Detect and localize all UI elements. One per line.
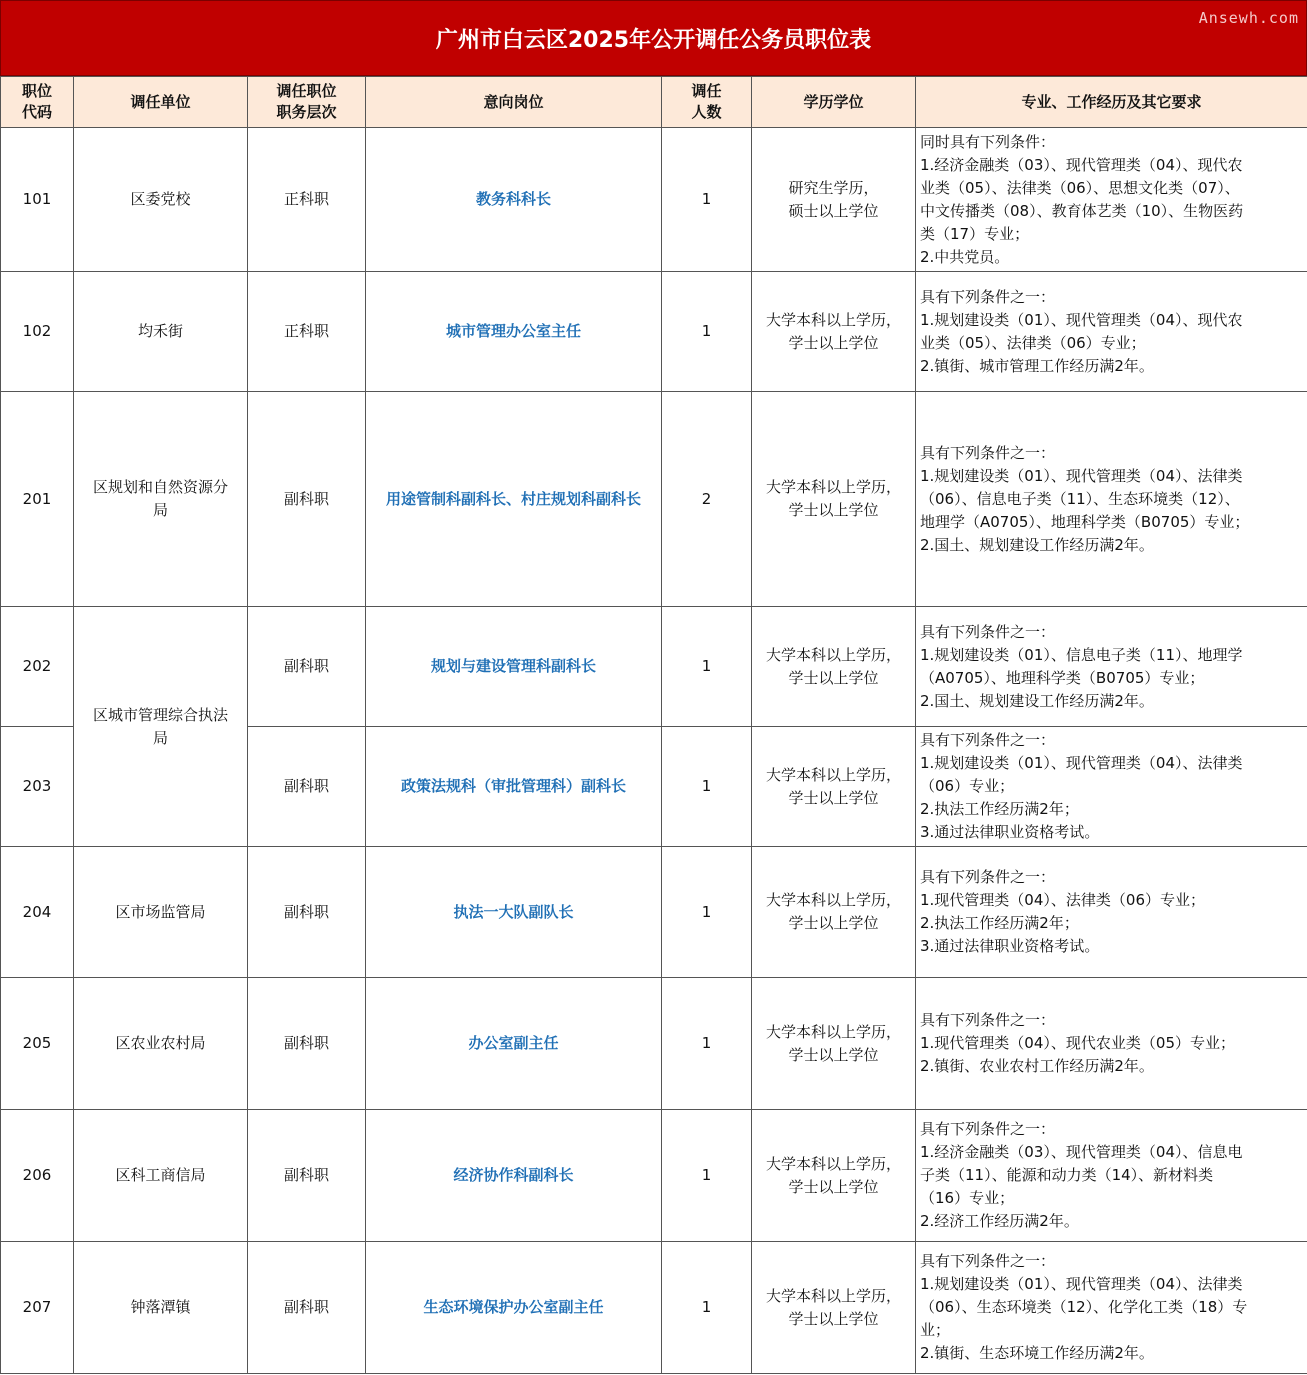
cell-count: 1 [662,272,752,392]
cell-unit: 区城市管理综合执法 局 [74,607,248,847]
cell-count: 1 [662,847,752,978]
cell-position: 执法一大队副队长 [366,847,662,978]
table-row [1,847,1307,978]
table-title-bar [0,0,1307,76]
cell-code: 203 [1,727,74,847]
table-row [1,1110,1307,1242]
cell-unit: 区农业农村局 [74,978,248,1110]
cell-position: 教务科科长 [366,128,662,272]
cell-position: 城市管理办公室主任 [366,272,662,392]
cell-unit: 区规划和自然资源分 局 [74,392,248,607]
header-level: 调任职位 职务层次 [248,77,366,128]
cell-position: 政策法规科（审批管理科）副科长 [366,727,662,847]
cell-count: 1 [662,607,752,727]
cell-level: 副科职 [248,847,366,978]
cell-education: 大学本科以上学历， 学士以上学位 [752,1110,916,1242]
table-row [1,607,1307,727]
cell-count: 1 [662,1110,752,1242]
header-unit: 调任单位 [74,77,248,128]
cell-level: 副科职 [248,1242,366,1374]
cell-code: 202 [1,607,74,727]
cell-requirements: 具有下列条件之一： 1.规划建设类（01）、信息电子类（11）、地理学 （A0705）、地理科学类（B0705）专业； 2.国土、规划建设工作经历满2年。 [916,607,1307,727]
cell-education: 大学本科以上学历， 学士以上学位 [752,978,916,1110]
cell-code: 206 [1,1110,74,1242]
cell-requirements: 具有下列条件之一： 1.规划建设类（01）、现代管理类（04）、法律类 （06）、信息电子类（11）、生态环境类（12）、 地理学（A0705）、地理科学类（B0705）专业； 2.国土、规划建设工作经历满2年。 [916,392,1307,607]
cell-education: 大学本科以上学历， 学士以上学位 [752,272,916,392]
cell-requirements: 具有下列条件之一： 1.经济金融类（03）、现代管理类（04）、信息电 子类（11）、能源和动力类（14）、新材料类 （16）专业； 2.经济工作经历满2年。 [916,1110,1307,1242]
cell-level: 正科职 [248,128,366,272]
cell-requirements: 具有下列条件之一： 1.规划建设类（01）、现代管理类（04）、法律类 （06）专业； 2.执法工作经历满2年； 3.通过法律职业资格考试。 [916,727,1307,847]
cell-level: 副科职 [248,607,366,727]
cell-requirements: 同时具有下列条件： 1.经济金融类（03）、现代管理类（04）、现代农 业类（05）、法律类（06）、思想文化类（07）、 中文传播类（08）、教育体艺类（10）、生物医药 类（17）专业； 2.中共党员。 [916,128,1307,272]
header-count: 调任 人数 [662,77,752,128]
header-education: 学历学位 [752,77,916,128]
cell-position: 经济协作科副科长 [366,1110,662,1242]
cell-requirements: 具有下列条件之一： 1.现代管理类（04）、现代农业类（05）专业； 2.镇街、农业农村工作经历满2年。 [916,978,1307,1110]
cell-position: 用途管制科副科长、村庄规划科副科长 [366,392,662,607]
cell-level: 副科职 [248,1110,366,1242]
cell-education: 大学本科以上学历， 学士以上学位 [752,847,916,978]
cell-education: 大学本科以上学历， 学士以上学位 [752,727,916,847]
table-row [1,392,1307,607]
cell-education: 大学本科以上学历， 学士以上学位 [752,1242,916,1374]
table-row [1,978,1307,1110]
header-requirements: 专业、工作经历及其它要求 [916,77,1307,128]
header-position: 意向岗位 [366,77,662,128]
cell-count: 1 [662,128,752,272]
header-row [1,77,1307,128]
cell-level: 副科职 [248,392,366,607]
cell-requirements: 具有下列条件之一： 1.规划建设类（01）、现代管理类（04）、现代农 业类（05）、法律类（06）专业； 2.镇街、城市管理工作经历满2年。 [916,272,1307,392]
cell-position: 办公室副主任 [366,978,662,1110]
cell-count: 1 [662,1242,752,1374]
cell-education: 研究生学历， 硕士以上学位 [752,128,916,272]
cell-code: 205 [1,978,74,1110]
cell-count: 1 [662,727,752,847]
cell-position: 规划与建设管理科副科长 [366,607,662,727]
cell-unit: 均禾街 [74,272,248,392]
cell-education: 大学本科以上学历， 学士以上学位 [752,607,916,727]
table-row [1,272,1307,392]
cell-code: 101 [1,128,74,272]
cell-code: 207 [1,1242,74,1374]
page-title: 广州市白云区2025年公开调任公务员职位表 [435,27,872,53]
cell-code: 102 [1,272,74,392]
cell-position: 生态环境保护办公室副主任 [366,1242,662,1374]
positions-table [0,76,1307,1374]
cell-requirements: 具有下列条件之一： 1.现代管理类（04）、法律类（06）专业； 2.执法工作经历满2年； 3.通过法律职业资格考试。 [916,847,1307,978]
table-row [1,1242,1307,1374]
cell-level: 正科职 [248,272,366,392]
cell-code: 201 [1,392,74,607]
header-code: 职位 代码 [1,77,74,128]
watermark: Ansewh.com [1198,9,1299,27]
cell-count: 2 [662,392,752,607]
cell-unit: 区科工商信局 [74,1110,248,1242]
cell-level: 副科职 [248,978,366,1110]
cell-education: 大学本科以上学历， 学士以上学位 [752,392,916,607]
cell-unit: 区委党校 [74,128,248,272]
cell-unit: 区市场监管局 [74,847,248,978]
cell-level: 副科职 [248,727,366,847]
cell-requirements: 具有下列条件之一： 1.规划建设类（01）、现代管理类（04）、法律类 （06）、生态环境类（12）、化学化工类（18）专 业； 2.镇街、生态环境工作经历满2年。 [916,1242,1307,1374]
cell-unit: 钟落潭镇 [74,1242,248,1374]
table-row [1,128,1307,272]
cell-count: 1 [662,978,752,1110]
cell-code: 204 [1,847,74,978]
